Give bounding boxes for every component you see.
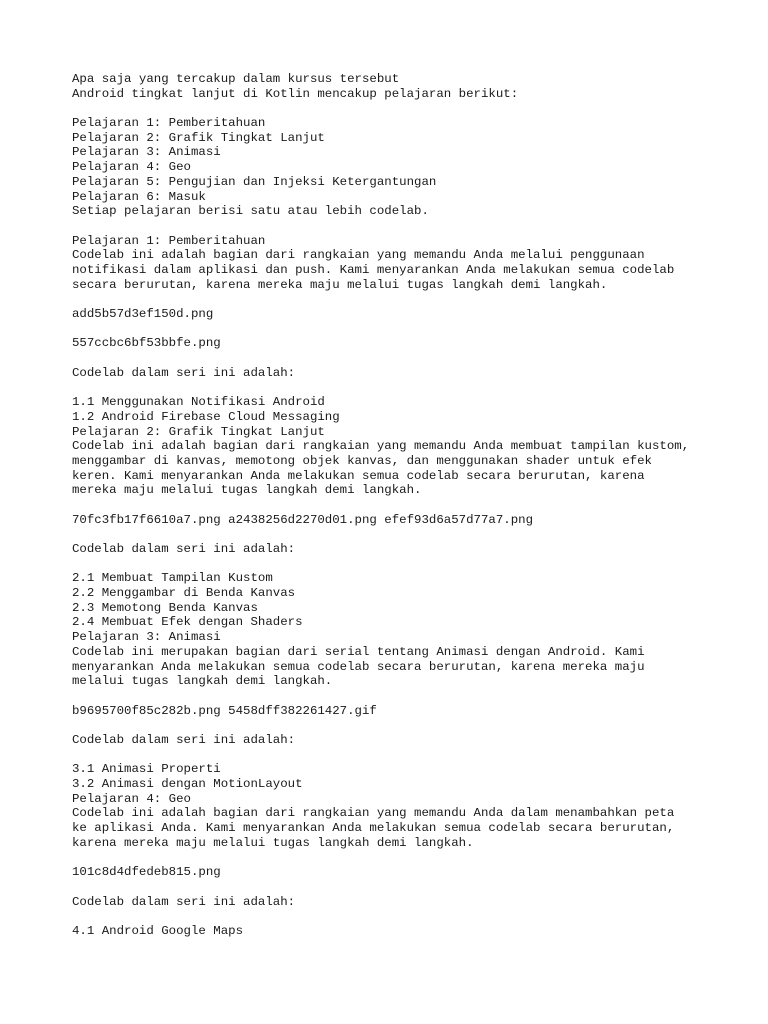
text-line: 101c8d4dfedeb815.png	[72, 865, 221, 880]
text-line: Codelab dalam seri ini adalah:	[72, 365, 296, 380]
text-line: Codelab ini merupakan bagian dari serial tentang Animasi dengan Android. Kami	[72, 644, 645, 659]
blank-line	[72, 909, 768, 924]
blank-line	[72, 557, 768, 572]
text-line: 2.3 Memotong Benda Kanvas	[72, 600, 258, 615]
text-line: 70fc3fb17f6610a7.png a2438256d2270d01.png efef93d6a57d77a7.png	[72, 512, 534, 527]
text-line: keren. Kami menyarankan Anda melakukan semua codelab secara berurutan, karena	[72, 468, 645, 483]
blank-line	[72, 850, 768, 865]
text-line: Pelajaran 1: Pemberitahuan	[72, 116, 266, 131]
text-line: Codelab ini adalah bagian dari rangkaian yang memandu Anda dalam menambahkan peta	[72, 806, 675, 821]
blank-line	[72, 292, 768, 307]
blank-line	[72, 689, 768, 704]
text-line: Codelab ini adalah bagian dari rangkaian yang memandu Anda membuat tampilan kustom,	[72, 439, 690, 454]
text-line: b9695700f85c282b.png 5458dff382261427.gif	[72, 703, 377, 718]
text-line: 557ccbc6bf53bbfe.png	[72, 336, 221, 351]
text-line: Pelajaran 3: Animasi	[72, 145, 221, 160]
text-line: 2.1 Membuat Tampilan Kustom	[72, 571, 273, 586]
text-line: notifikasi dalam aplikasi dan push. Kami menyarankan Anda melakukan semua codelab	[72, 262, 675, 277]
text-line: Pelajaran 1: Pemberitahuan	[72, 233, 266, 248]
text-line: melalui tugas langkah demi langkah.	[72, 674, 333, 689]
text-line: Pelajaran 3: Animasi	[72, 630, 221, 645]
text-line: 3.1 Animasi Properti	[72, 762, 221, 777]
text-line: 4.1 Android Google Maps	[72, 923, 244, 938]
text-line: Pelajaran 2: Grafik Tingkat Lanjut	[72, 130, 325, 145]
text-line: Pelajaran 4: Geo	[72, 160, 191, 175]
text-line: Codelab dalam seri ini adalah:	[72, 732, 296, 747]
text-line: 2.4 Membuat Efek dengan Shaders	[72, 615, 303, 630]
text-line: add5b57d3ef150d.png	[72, 307, 214, 321]
blank-line	[72, 219, 768, 234]
text-line: Setiap pelajaran berisi satu atau lebih codelab.	[72, 204, 429, 219]
blank-line	[72, 380, 768, 395]
blank-line	[72, 880, 768, 895]
blank-line	[72, 718, 768, 733]
text-line: mereka maju melalui tugas langkah demi langkah.	[72, 483, 422, 498]
blank-line	[72, 101, 768, 116]
blank-line	[72, 527, 768, 542]
text-line: Pelajaran 2: Grafik Tingkat Lanjut	[72, 424, 325, 439]
text-line: Pelajaran 5: Pengujian dan Injeksi Ketergantungan	[72, 174, 437, 189]
text-line: ke aplikasi Anda. Kami menyarankan Anda melakukan semua codelab secara berurutan,	[72, 821, 675, 836]
text-line: Codelab ini adalah bagian dari rangkaian yang memandu Anda melalui penggunaan	[72, 248, 645, 263]
blank-line	[72, 498, 768, 513]
text-line: karena mereka maju melalui tugas langkah demi langkah.	[72, 835, 474, 850]
text-line: Pelajaran 4: Geo	[72, 791, 191, 806]
blank-line	[72, 748, 768, 763]
text-line: Codelab dalam seri ini adalah:	[72, 894, 296, 909]
text-line: Pelajaran 6: Masuk	[72, 189, 206, 204]
text-line: 1.1 Menggunakan Notifikasi Android	[72, 395, 325, 410]
text-line: Apa saja yang tercakup dalam kursus tersebut	[72, 72, 400, 86]
text-line: 1.2 Android Firebase Cloud Messaging	[72, 409, 340, 424]
blank-line	[72, 322, 768, 337]
text-line: secara berurutan, karena mereka maju melalui tugas langkah demi langkah.	[72, 277, 608, 292]
blank-line	[72, 351, 768, 366]
text-line: menyarankan Anda melakukan semua codelab secara berurutan, karena mereka maju	[72, 659, 645, 674]
text-line: Codelab dalam seri ini adalah:	[72, 542, 296, 556]
text-line: 3.2 Animasi dengan MotionLayout	[72, 777, 303, 791]
text-line: 2.2 Menggambar di Benda Kanvas	[72, 586, 296, 601]
text-line: menggambar di kanvas, memotong objek kanvas, dan menggunakan shader untuk efek	[72, 453, 652, 468]
text-line: Android tingkat lanjut di Kotlin mencakup pelajaran berikut:	[72, 86, 519, 101]
